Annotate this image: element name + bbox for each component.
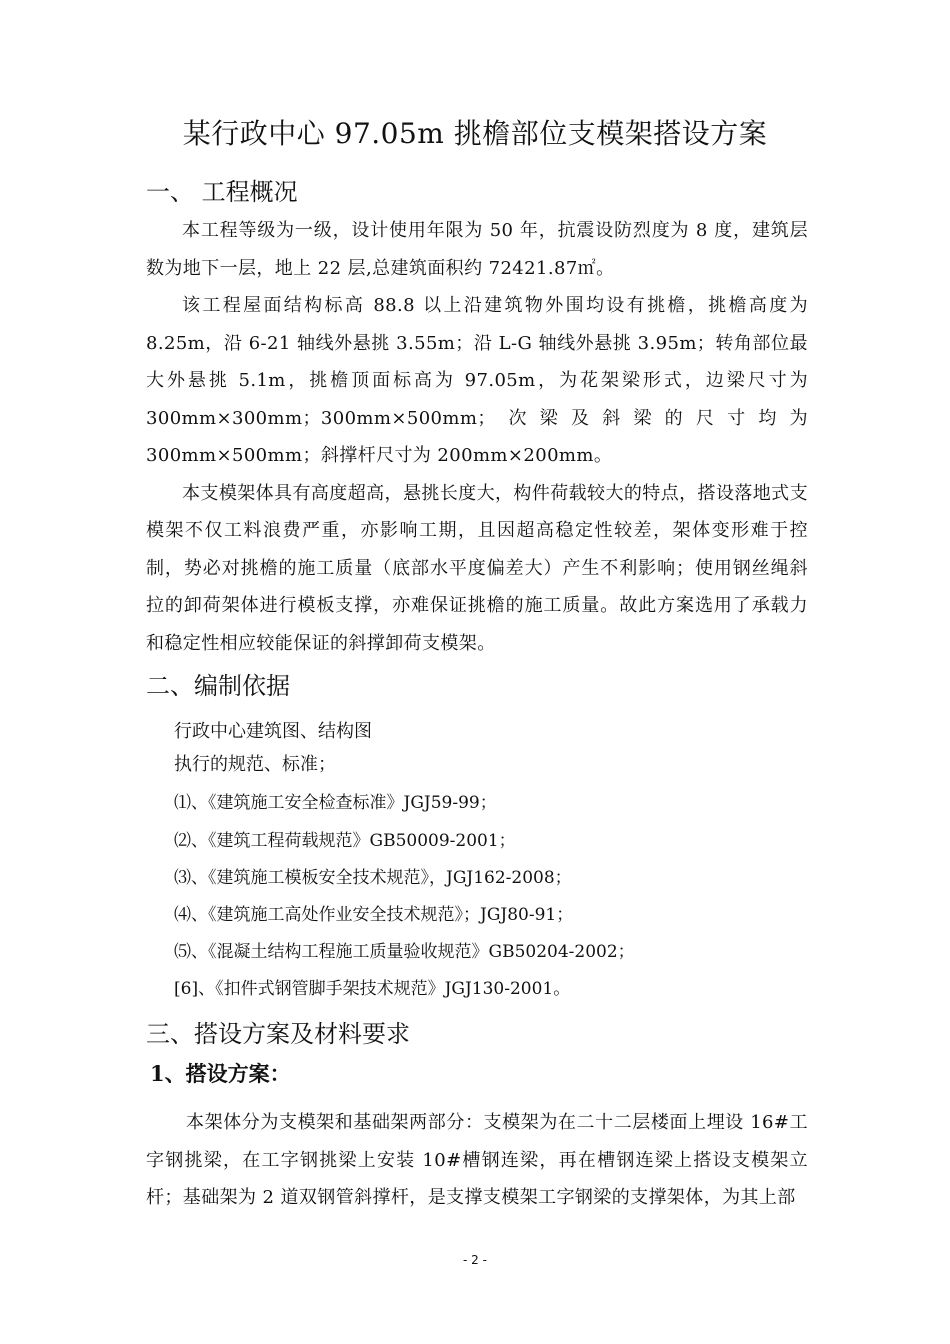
section-1-paragraph-1: 本工程等级为一级，设计使用年限为 50 年，抗震设防烈度为 8 度，建筑层数为地下一层，地上 22 层,总建筑面积约 72421.87㎡。: [146, 220, 808, 279]
section-1-paragraph-3: 本支模架体具有高度超高，悬挑长度大，构件荷载较大的特点，搭设落地式支模架不仅工料浪费严重，亦影响工期，且因超高稳定性较差，架体变形难于控制，势必对挑檐的施工质量（底部水平度偏差大）产生不利影响；使用钢丝绳斜拉的卸荷架体进行模板支撑，亦难保证挑檐的施工质量。故此方案选用了承载力和稳定性相应较能保证的斜撑卸荷支模架。: [146, 482, 808, 654]
section-1-heading: 一、 工程概况: [146, 178, 298, 206]
section-3-body: [146, 1104, 808, 1217]
section-1-body: [146, 212, 808, 662]
document-title: 某行政中心 97.05m 挑檐部位支模架搭设方案: [182, 117, 768, 150]
reference-item: ⑴、《建筑施工安全检查标准》JGJ59-99；: [174, 793, 497, 813]
basis-line-drawings: 行政中心建筑图、结构图: [174, 721, 372, 742]
section-3-heading: 三、搭设方案及材料要求: [146, 1020, 410, 1048]
reference-item: ⑵、《建筑工程荷载规范》GB50009-2001；: [174, 831, 516, 851]
subsection-1-heading: 1、搭设方案：: [150, 1061, 291, 1086]
reference-item: [6]、《扣件式钢管脚手架技术规范》JGJ130-2001。: [174, 979, 571, 999]
section-1-paragraph-2: 该工程屋面结构标高 88.8 以上沿建筑物外围均设有挑檐，挑檐高度为 8.25m，沿 6-21 轴线外悬挑 3.55m；沿 L-G 轴线外悬挑 3.95m；转角部位最大外悬挑 5.1m，挑檐顶面标高为 97.05m，为花架梁形式，边梁尺寸为 300mm×300mm；300mm×500mm；次梁及斜梁的尺寸均为 300mm×500mm；斜撑杆尺寸为 200mm×200mm。: [146, 295, 808, 466]
reference-item: ⑷、《建筑施工高处作业安全技术规范》；JGJ80-91；: [174, 905, 574, 925]
basis-line-standards: 执行的规范、标准；: [174, 754, 336, 775]
section-3-paragraph-1: 本架体分为支模架和基础架两部分：支模架为在二十二层楼面上埋设 16#工字钢挑梁，在工字钢挑梁上安装 10#槽钢连梁，再在槽钢连梁上搭设支模架立杆；基础架为 2 道双钢管斜撑杆，是支撑支模架工字钢梁的支撑架体，为其上部: [146, 1112, 808, 1208]
reference-item: ⑸、《混凝土结构工程施工质量验收规范》GB50204-2002；: [174, 942, 635, 962]
section-2-heading: 二、编制依据: [146, 672, 290, 700]
reference-item: ⑶、《建筑施工模板安全技术规范》，JGJ162-2008；: [174, 868, 572, 888]
page-number: - 2 -: [463, 1253, 487, 1267]
